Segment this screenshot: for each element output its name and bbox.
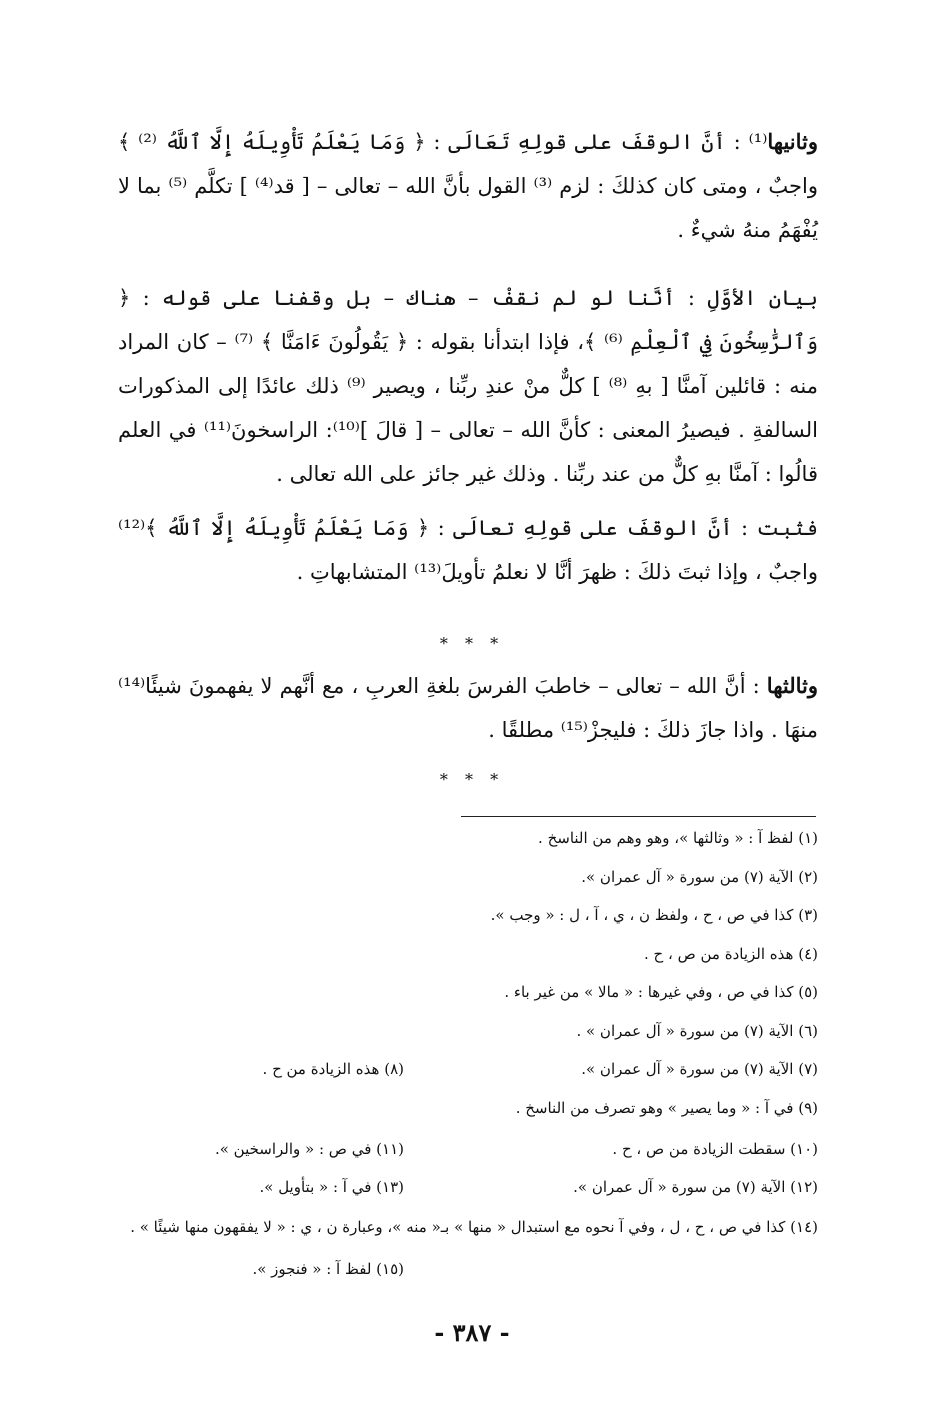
footnote-9: (٩) في آ : « وما يصير » وهو تصرف من الناسخ . (515, 1099, 818, 1117)
footnote-divider (461, 816, 816, 817)
paragraph-conclusion: فثبت : أنَّ الوقفَ على قولِهِ تعالَى : ﴿ وَمَا يَعْلَمُ تَأْوِيلَهُ إِلَّا ٱللَّهُ ﴾⁽¹²⁾ واجبٌ ، وإذا ثبتَ ذلكَ : ظهرَ أنَّا لا نعلمُ تأويلَ⁽¹³⁾ المتشابهاتِ . (118, 516, 818, 584)
footnote-1: (١) لفظ آ : « وثالثها »، وهو وهم من الناسخ . (538, 829, 818, 847)
footnote-2: (٢) الآية (٧) من سورة « آل عمران ». (581, 868, 818, 886)
footnote-8: (٨) هذه الزيادة من ح . (262, 1060, 404, 1078)
footnote-4: (٤) هذه الزيادة من ص ، ح . (644, 945, 818, 963)
paragraph-body: : أنَّ الله – تعالى – خاطبَ الفرسَ بلغةِ العربِ ، مع أنَّهم لا يفهمونَ شيئًا⁽¹⁴⁾ منهَا . واذا جازَ ذلكَ : فليجزْ⁽¹⁵⁾ مطلقًا . (118, 674, 818, 742)
footnote-10: (١٠) سقطت الزيادة من ص ، ح . (612, 1140, 818, 1158)
footnote-6: (٦) الآية (٧) من سورة « آل عمران » . (576, 1022, 818, 1040)
section-separator: * * * (439, 634, 505, 653)
section-separator: * * * (439, 770, 505, 789)
paragraph-second-argument (118, 120, 818, 252)
page-number: - ٣٨٧ - (434, 1318, 510, 1347)
footnote-14: (١٤) كذا في ص ، ح ، ل ، وفي آ نحوه مع استبدال « منها » بـ« منه »، وعبارة ن ، ي : « لا يفقهون منها شيئًا » . (130, 1218, 818, 1236)
footnote-13: (١٣) في آ : « بتأويل ». (259, 1178, 404, 1196)
paragraph-lead-word: وثالثها (766, 673, 818, 698)
footnote-11: (١١) في ص : « والراسخين ». (214, 1140, 404, 1158)
footnote-7: (٧) الآية (٧) من سورة « آل عمران ». (581, 1060, 818, 1078)
paragraph-body: ⁽¹⁾ : أنَّ الوقفَ على قولِهِ تَعَالَى : ﴿ وَمَا يَعْلَمُ تَأْوِيلَهُ إِلَّا ٱللَّهُ ⁽²⁾ ﴾ واجبٌ ، ومتى كان كذلكَ : لزم ⁽³⁾ القول بأنَّ الله – تعالى – [ قد⁽⁴⁾ ] تكلَّم ⁽⁵⁾ بما لا يُفْهَمُ منهُ شيءٌ . (118, 130, 819, 242)
footnote-12: (١٢) الآية (٧) من سورة « آل عمران ». (573, 1178, 818, 1196)
footnote-3: (٣) كذا في ص ، ح ، ولفظ ن ، ي ، آ ، ل : « وجب ». (490, 906, 818, 924)
paragraph-third-argument (118, 664, 818, 752)
paragraph-lead-word: وثانيها (767, 129, 819, 154)
paragraph-explanation: بيان الأوَّلِ : أنَّنا لو لم نقفْ – هناك – بل وقفنا على قوله : ﴿ وَٱلرَّٰسِخُونَ فِي ٱلْعِلْمِ ⁽⁶⁾ ﴾، فإذا ابتدأنا بقوله : ﴿ يَقُولُونَ ءَامَنَّا ﴾ ⁽⁷⁾ – كان المراد منه : قائلين آمنَّا [ بهِ ⁽⁸⁾ ] كلٌّ منْ عندِ ربِّنا ، ويصير ⁽⁹⁾ ذلك عائدًا إلى المذكورات السالفةِ . فيصيرُ المعنى : كأنَّ الله – تعالى – [ قالَ ]⁽¹⁰⁾: الراسخونَ⁽¹¹⁾ في العلم قالُوا : آمنَّا بهِ كلٌّ من عند ربِّنا . وذلك غير جائز على الله تعالى . (118, 286, 819, 486)
footnote-5: (٥) كذا في ص ، وفي غيرها : « مالا » من غير باء . (504, 983, 818, 1001)
footnote-15: (١٥) لفظ آ : « فنجوز ». (252, 1260, 404, 1278)
